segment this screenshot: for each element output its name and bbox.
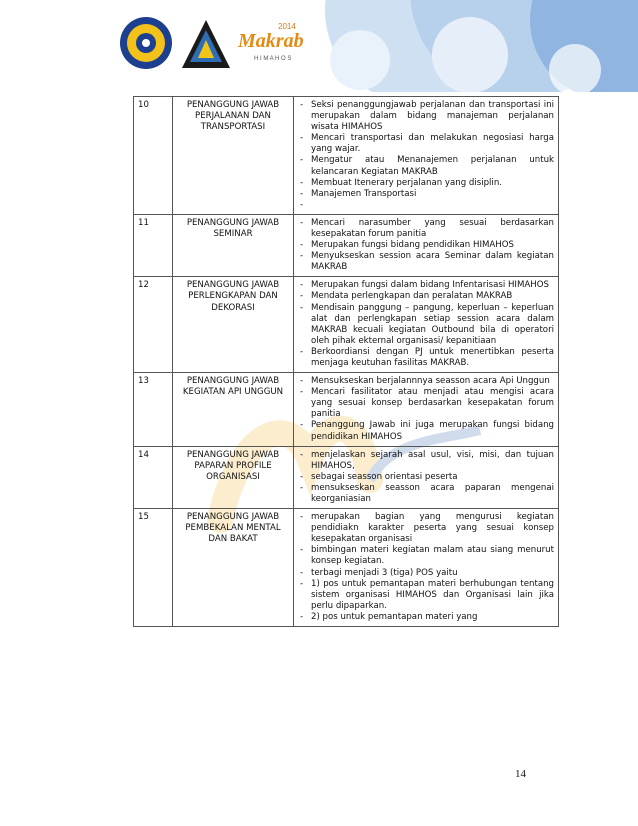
table-row	[134, 97, 559, 215]
task-list-cell	[294, 446, 559, 508]
task-item: - Mensukseskan berjalannnya seasson acara Api Unggun	[298, 376, 554, 387]
task-list-cell	[294, 97, 559, 215]
row-number: 10	[134, 97, 173, 215]
task-item: - Merupakan fungsi dalam bidang Infentarisasi HIMAHOS	[298, 280, 554, 291]
row-number: 11	[134, 214, 173, 276]
himahos-logo	[180, 18, 232, 76]
table-row	[134, 277, 559, 373]
page-number: 14	[515, 768, 526, 780]
task-item: - Penanggung Jawab ini juga merupakan fungsi bidang pendidikan HIMAHOS	[298, 420, 554, 442]
task-item	[298, 200, 554, 211]
row-number: 13	[134, 373, 173, 447]
role-title: PENANGGUNG JAWAB SEMINAR	[173, 214, 294, 276]
task-item: - Berkoordiansi dengan PJ untuk menertibkan peserta menjaga keutuhan fasilitas MAKRAB.	[298, 347, 554, 369]
task-list	[298, 218, 554, 273]
task-item: - Mengatur atau Menanajemen perjalanan untuk kelancaran Kegiatan MAKRAB	[298, 155, 554, 177]
row-number: 12	[134, 277, 173, 373]
task-item: - mensukseskan seasson acara paparan mengenai keorganiasian	[298, 483, 554, 505]
task-list	[298, 100, 554, 211]
task-item: - Seksi penanggungjawab perjalanan dan transportasi ini merupakan dalam bidang manajeman perjalanan wisata HIMAHOS	[298, 100, 554, 133]
makrab-logo	[238, 22, 310, 72]
task-item: - menjelaskan sejarah asal usul, visi, misi, dan tujuan HIMAHOS,	[298, 450, 554, 472]
logo-year: 2014	[278, 22, 296, 31]
task-item: - Mendata perlengkapan dan peralatan MAKRAB	[298, 291, 554, 302]
logo-name: Makrab	[238, 30, 304, 52]
task-item: - bimbingan materi kegiatan malam atau siang menurut konsep kegiatan.	[298, 545, 554, 567]
task-list	[298, 280, 554, 369]
task-list-cell	[294, 509, 559, 627]
header-decoration	[0, 0, 638, 92]
task-item: - Mencari transportasi dan melakukan negosiasi harga yang wajar.	[298, 133, 554, 155]
task-item: - Membuat Itenerary perjalanan yang disiplin.	[298, 178, 554, 189]
row-number: 14	[134, 446, 173, 508]
task-item: - 2) pos untuk pemantapan materi yang	[298, 612, 554, 623]
role-title: PENANGGUNG JAWAB PAPARAN PROFILE ORGANISASI	[173, 446, 294, 508]
task-item: - Merupakan fungsi bidang pendidikan HIMAHOS	[298, 240, 554, 251]
task-item: - Manajemen Transportasi	[298, 189, 554, 200]
role-title: PENANGGUNG JAWAB KEGIATAN API UNGGUN	[173, 373, 294, 447]
task-item: - sebagai seasson orientasi peserta	[298, 472, 554, 483]
role-title: PENANGGUNG JAWAB PEMBEKALAN MENTAL DAN BAKAT	[173, 509, 294, 627]
task-item: - merupakan bagian yang mengurusi kegiatan pendidiakn karakter peserta yang sesuai konsep kesepakatan organisasi	[298, 512, 554, 545]
university-logo	[118, 14, 174, 76]
task-item: - Mencari narasumber yang sesuai berdasarkan kesepakatan forum panitia	[298, 218, 554, 240]
table-row	[134, 446, 559, 508]
table-row	[134, 373, 559, 447]
task-list-cell	[294, 277, 559, 373]
task-list	[298, 376, 554, 443]
task-table	[133, 96, 559, 627]
task-list	[298, 450, 554, 505]
task-item: - Menyukseskan session acara Seminar dalam kegiatan MAKRAB	[298, 251, 554, 273]
row-number: 15	[134, 509, 173, 627]
table-row	[134, 214, 559, 276]
role-title: PENANGGUNG JAWAB PERLENGKAPAN DAN DEKORASI	[173, 277, 294, 373]
task-list-cell	[294, 373, 559, 447]
task-item: - Mendisain panggung – pangung, keperluan – keperluan alat dan perlengkapan setiap session acara dalam MAKRAB kecuali kegiatan Outbound bila di operatori oleh pihak ekternal organisasi/ kepanitiaan	[298, 303, 554, 347]
task-item: - 1) pos untuk pemantapan materi berhubungan tentang sistem organisasi HIMAHOS dan Organisasi lain jika perlu dipaparkan.	[298, 579, 554, 612]
task-item: - terbagi menjadi 3 (tiga) POS yaitu	[298, 568, 554, 579]
table-row	[134, 509, 559, 627]
task-list	[298, 512, 554, 623]
task-list-cell	[294, 214, 559, 276]
logo-subtitle: H I M A H O S	[254, 56, 292, 62]
role-title: PENANGGUNG JAWAB PERJALANAN DAN TRANSPORTASI	[173, 97, 294, 215]
task-item: - Mencari fasilitator atau menjadi atau mengisi acara yang sesuai konsep berdasarkan kesepakatan forum panitia	[298, 387, 554, 420]
